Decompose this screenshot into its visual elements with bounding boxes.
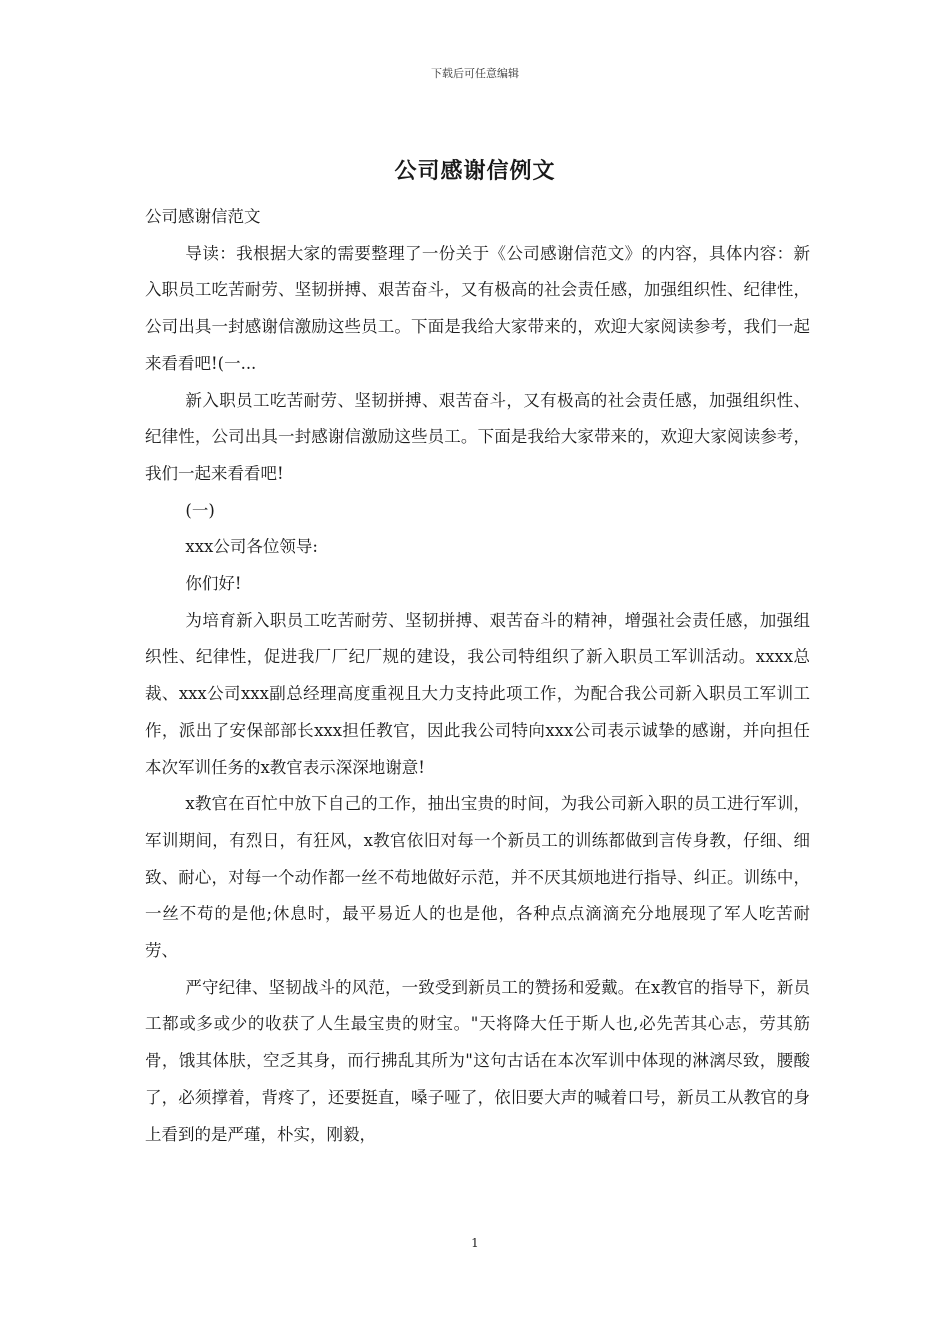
letter-greeting: 你们好! bbox=[185, 574, 242, 594]
page-number: 1 bbox=[471, 1236, 479, 1250]
section-marker: (一) bbox=[185, 500, 215, 520]
document-title: 公司感谢信例文 bbox=[394, 158, 556, 184]
paragraph-body: 严守纪律、坚韧战斗的风范，一致受到新员工的赞扬和爱戴。在x教官的指导下，新员工都或多或少的收获了人生最宝贵的财宝。"天将降大任于斯人也,必先苦其心志，劳其筋骨，饿其体肤，空乏其身，而行拂乱其所为"这句古话在本次军训中体现的淋漓尽致，腰酸了，必须撑着，背疼了，还要挺直，嗓子哑了，依旧要大声的喊着口号，新员工从教官的身上看到的是严瑾，朴实，刚毅， bbox=[145, 977, 810, 1144]
paragraph-intro: 导读：我根据大家的需要整理了一份关于《公司感谢信范文》的内容，具体内容：新入职员工吃苦耐劳、坚韧拼搏、艰苦奋斗，又有极高的社会责任感，加强组织性、纪律性，公司出具一封感谢信激励这些员工。下面是我给大家带来的，欢迎大家阅读参考，我们一起来看看吧!(一... bbox=[145, 243, 810, 373]
document-body bbox=[145, 199, 810, 1153]
letter-salutation: xxx公司各位领导: bbox=[185, 537, 318, 557]
paragraph-body: x教官在百忙中放下自己的工作，抽出宝贵的时间，为我公司新入职的员工进行军训，军训期间，有烈日，有狂风，x教官依旧对每一个新员工的训练都做到言传身教，仔细、细致、耐心，对每一个动作都一丝不苟地做好示范，并不厌其烦地进行指导、纠正。训练中，一丝不苟的是他;休息时，最平易近人的也是他，各种点点滴滴充分地展现了军人吃苦耐劳、 bbox=[145, 794, 810, 961]
document-subtitle: 公司感谢信范文 bbox=[145, 207, 261, 226]
paragraph-summary: 新入职员工吃苦耐劳、坚韧拼搏、艰苦奋斗，又有极高的社会责任感，加强组织性、纪律性，公司出具一封感谢信激励这些员工。下面是我给大家带来的，欢迎大家阅读参考，我们一起来看看吧! bbox=[145, 390, 810, 483]
page-header: 下载后可任意编辑 bbox=[431, 67, 519, 80]
paragraph-body: 为培育新入职员工吃苦耐劳、坚韧拼搏、艰苦奋斗的精神，增强社会责任感，加强组织性、纪律性，促进我厂厂纪厂规的建设，我公司特组织了新入职员工军训活动。xxxx总裁、xxx公司xxx副总经理高度重视且大力支持此项工作，为配合我公司新入职员工军训工作，派出了安保部部长xxx担任教官，因此我公司特向xxx公司表示诚挚的感谢，并向担任本次军训任务的x教官表示深深地谢意! bbox=[145, 610, 810, 777]
